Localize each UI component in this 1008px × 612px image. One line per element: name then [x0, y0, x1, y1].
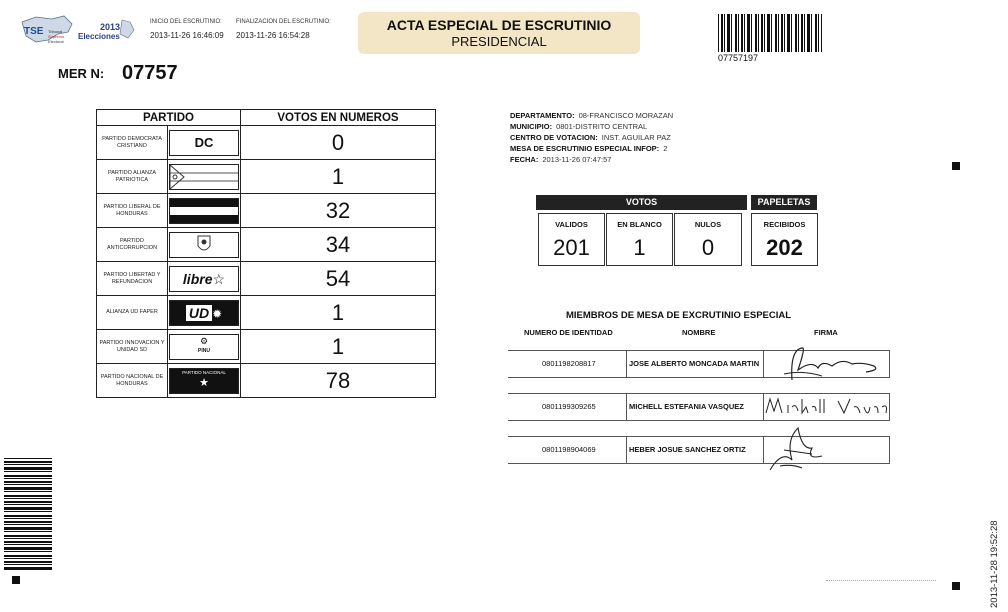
pinu-logo-icon: ⚙ PINU: [169, 334, 239, 360]
party-column-header: PARTIDO: [97, 110, 241, 126]
votes-value: 32: [241, 194, 436, 228]
registration-mark: [952, 582, 960, 590]
nulos-box: [674, 213, 742, 266]
footer-fine-print: [826, 580, 936, 585]
votes-value: 1: [241, 330, 436, 364]
table-row: [97, 160, 436, 194]
mesa-value: 2: [663, 144, 668, 153]
barcode-number: 07757197: [718, 53, 759, 63]
ud-logo-icon: UD ✹: [169, 300, 239, 326]
party-name: PARTIDO INNOVACION Y UNIDAD SD: [97, 330, 168, 364]
nacional-logo-icon: PARTIDO NACIONAL ★: [169, 368, 239, 394]
party-name: PARTIDO ALIANZA PATRIOTICA: [97, 160, 168, 194]
votes-value: 34: [241, 228, 436, 262]
municipio-label: MUNICIPIO:: [510, 122, 553, 131]
centro-value: INST. AGUILAR PAZ: [601, 133, 671, 142]
svg-text:TSE: TSE: [24, 26, 44, 37]
table-row: [97, 262, 436, 296]
fecha-label: FECHA:: [510, 155, 539, 164]
mesa-info: [510, 110, 673, 165]
signature-column-header: FIRMA: [814, 328, 838, 337]
blanco-value: 1: [633, 235, 646, 260]
inicio-label: INICIO DEL ESCRUTINIO:: [150, 19, 222, 25]
member-name: JOSE ALBERTO MONCADA MARTIN: [626, 351, 764, 377]
document-subtitle: PRESIDENCIAL: [451, 34, 547, 49]
inicio-value: 2013-11-26 16:46:09: [150, 31, 224, 40]
svg-text:Tribunal: Tribunal: [48, 29, 63, 34]
votes-column-header: VOTOS EN NUMEROS: [241, 110, 436, 126]
member-name: HEBER JOSUE SANCHEZ ORTIZ: [626, 437, 764, 463]
fecha-value: 2013-11-26 07:47:57: [542, 155, 612, 164]
party-name: ALIANZA UD FAPER: [97, 296, 168, 330]
recibidos-box: [751, 213, 818, 266]
signature-3: [762, 420, 832, 476]
svg-text:2013: 2013: [100, 22, 121, 32]
member-name: MICHELL ESTEFANIA VASQUEZ: [626, 394, 764, 420]
svg-text:Supremo: Supremo: [48, 34, 65, 39]
barcode-top: [718, 14, 822, 52]
side-barcode: [4, 458, 52, 570]
name-column-header: NOMBRE: [682, 328, 716, 337]
svg-text:2013-11-28 19:52:28: 2013-11-28 19:52:28: [989, 520, 1000, 608]
centro-label: CENTRO DE VOTACION:: [510, 133, 598, 142]
member-id: 0801198208817: [542, 359, 596, 368]
party-votes-table: [96, 109, 436, 398]
table-row: [97, 296, 436, 330]
registration-mark: [12, 576, 20, 584]
nulos-label: NULOS: [694, 220, 722, 229]
signature-2: [762, 393, 896, 423]
party-name: PARTIDO DEMOCRATA CRISTIANO: [97, 126, 168, 160]
nulos-value: 0: [701, 235, 715, 260]
member-row: [508, 436, 890, 464]
svg-text:Electoral: Electoral: [48, 39, 64, 44]
title-box: [358, 12, 640, 54]
dc-logo-icon: DC: [169, 130, 239, 156]
table-row: [97, 126, 436, 160]
member-id: 0801198904069: [542, 445, 596, 454]
table-row: [97, 194, 436, 228]
papeletas-header: PAPELETAS: [751, 195, 817, 210]
elecciones-logo: [78, 16, 136, 48]
votes-value: 0: [241, 126, 436, 160]
side-timestamp: [988, 492, 1000, 610]
finalizacion-value: 2013-11-26 16:54:28: [236, 31, 310, 40]
departamento-value: 08-FRANCISCO MORAZAN: [578, 111, 674, 120]
municipio-value: 0801-DISTRITO CENTRAL: [556, 122, 648, 131]
alianza-flag-icon: [169, 164, 239, 190]
libre-logo-icon: libre☆: [169, 266, 239, 292]
votes-value: 1: [241, 160, 436, 194]
party-name: PARTIDO NACIONAL DE HONDURAS: [97, 364, 168, 398]
mer-value: 07757: [122, 62, 178, 84]
votes-value: 54: [241, 262, 436, 296]
recibidos-label: RECIBIDOS: [763, 220, 806, 229]
recibidos-value: 202: [766, 235, 803, 260]
table-row: [97, 228, 436, 262]
tse-logo: [18, 14, 76, 48]
party-name: PARTIDO ANTICORRUPCION: [97, 228, 168, 262]
validos-label: VALIDOS: [555, 220, 588, 229]
blanco-box: [606, 213, 673, 266]
finalizacion-label: FINALIZACION DEL ESCRUTINIO:: [236, 19, 331, 25]
validos-value: 201: [553, 235, 590, 260]
party-name: PARTIDO LIBERTAD Y REFUNDACION: [97, 262, 168, 296]
member-id: 0801199309265: [542, 402, 596, 411]
blanco-label: EN BLANCO: [617, 220, 662, 229]
registration-mark: [952, 162, 960, 170]
table-row: [97, 364, 436, 398]
document-title: ACTA ESPECIAL DE ESCRUTINIO: [386, 17, 612, 33]
validos-box: [538, 213, 605, 266]
liberal-flag-icon: [169, 198, 239, 224]
votos-header: VOTOS: [536, 195, 747, 210]
members-title: MIEMBROS DE MESA DE EXCRUTINIO ESPECIAL: [566, 310, 792, 321]
votes-value: 78: [241, 364, 436, 398]
id-column-header: NUMERO DE IDENTIDAD: [524, 328, 613, 337]
anticorrupcion-shield-icon: [169, 232, 239, 258]
departamento-label: DEPARTAMENTO:: [510, 111, 575, 120]
party-name: PARTIDO LIBERAL DE HONDURAS: [97, 194, 168, 228]
svg-text:Elecciones: Elecciones: [78, 32, 120, 41]
table-row: [97, 330, 436, 364]
votes-value: 1: [241, 296, 436, 330]
mer-label: MER N:: [58, 66, 105, 81]
mesa-label: MESA DE ESCRUTINIO ESPECIAL INFOP:: [510, 144, 660, 153]
signature-1: [762, 340, 892, 384]
